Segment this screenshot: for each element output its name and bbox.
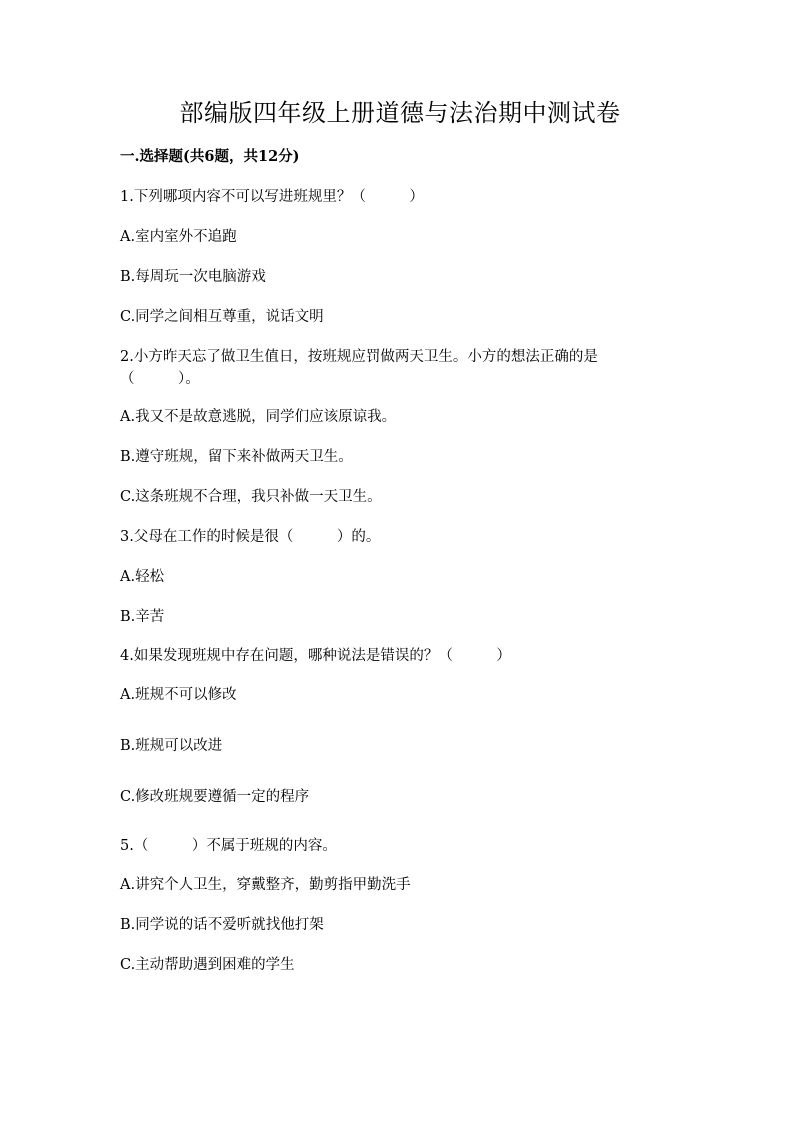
question-2-option-a: A.我又不是故意逃脱，同学们应该原谅我。 — [120, 409, 397, 425]
question-4-option-a: A.班规不可以修改 — [120, 687, 237, 703]
question-5-stem: 5.（ ）不属于班规的内容。 — [120, 838, 337, 854]
page-title: 部编版四年级上册道德与法治期中测试卷 — [179, 99, 621, 127]
question-2-option-c: C.这条班规不合理，我只补做一天卫生。 — [120, 489, 382, 505]
question-5-option-a: A.讲究个人卫生，穿戴整齐，勤剪指甲勤洗手 — [120, 877, 411, 893]
question-3-option-b: B.辛苦 — [120, 609, 165, 625]
section-heading: 一.选择题(共6题，共12分) — [120, 148, 300, 165]
question-4-option-b: B.班规可以改进 — [120, 738, 223, 754]
question-4-stem: 4.如果发现班规中存在问题，哪种说法是错误的？（ ） — [120, 648, 511, 664]
question-3-option-a: A.轻松 — [120, 569, 165, 585]
question-2-option-b: B.遵守班规，留下来补做两天卫生。 — [120, 449, 353, 465]
question-1-option-c: C.同学之间相互尊重，说话文明 — [120, 309, 324, 325]
question-2-stem-continued: （ ）。 — [120, 371, 200, 387]
question-5-option-c: C.主动帮助遇到困难的学生 — [120, 957, 295, 973]
question-2-stem: 2.小方昨天忘了做卫生值日，按班规应罚做两天卫生。小方的想法正确的是 — [120, 349, 598, 365]
question-1-option-b: B.每周玩一次电脑游戏 — [120, 269, 266, 285]
question-5-option-b: B.同学说的话不爱听就找他打架 — [120, 917, 324, 933]
question-1-stem: 1.下列哪项内容不可以写进班规里？（ ） — [120, 189, 424, 205]
question-1-option-a: A.室内室外不追跑 — [120, 229, 237, 245]
question-4-option-c: C.修改班规要遵循一定的程序 — [120, 789, 310, 805]
question-3-stem: 3.父母在工作的时候是很（ ）的。 — [120, 529, 381, 545]
